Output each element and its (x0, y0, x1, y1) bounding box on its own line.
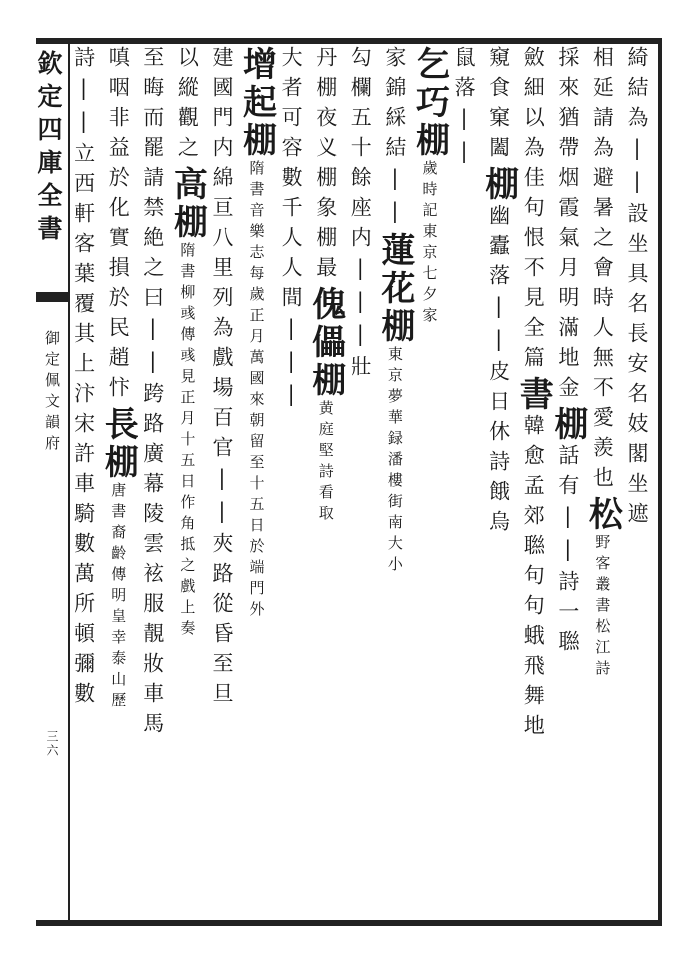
text-column (450, 46, 485, 916)
text-column (305, 46, 347, 916)
text-column (478, 46, 520, 916)
body-text: 鼠落|| (452, 46, 477, 172)
headword: 乞巧棚 (409, 46, 450, 160)
annotation-text: 隋書柳彧傳彧見正月十五日作角抵之戲上奏 (178, 242, 197, 641)
body-text: 勾欄五十餘座内|||壯 (348, 46, 373, 385)
body-text: 採來猶帶烟霞氣月明滿地金 (555, 46, 580, 406)
annotation-text: 歲時記東京七夕家 (420, 160, 439, 328)
body-text: 建國門内綿亘八里列為戲場百官||夾路從昏至旦 (209, 46, 234, 712)
text-column (278, 46, 313, 916)
body-text: 家錦綵結|| (382, 46, 407, 232)
text-column (513, 46, 555, 916)
headword: 松 (582, 496, 623, 534)
book-subtitle: 御定佩文韻府 (43, 330, 61, 456)
body-text: 嗔咽非益於化實損於民趙忭 (106, 46, 131, 406)
text-column (409, 46, 451, 916)
right-border-line (658, 38, 662, 926)
headword: 增起棚 (236, 46, 277, 160)
body-text: 至晦而罷 (140, 46, 165, 166)
annotation-text: 東京夢華録潘樓街南大小 (385, 346, 404, 577)
annotation-text: 唐書裔齡傳明皇幸泰山歷 (109, 482, 128, 713)
text-column (208, 46, 243, 916)
page-number: 三六 (45, 730, 59, 758)
headword: 蓮花棚 (374, 232, 415, 346)
body-text: 相延請為避暑之會時人無不愛羨也 (590, 46, 615, 496)
text-column (139, 46, 174, 916)
body-text: 斂細以為佳句恨不見全篇 (521, 46, 546, 376)
text-column (236, 46, 278, 916)
book-title: 欽定四庫全書 (34, 50, 63, 248)
headword: 高棚 (167, 166, 208, 242)
text-column (547, 46, 589, 916)
headword: 長棚 (98, 406, 139, 482)
body-text: 窺食窠闔 (486, 46, 511, 166)
body-text: 綺結為||設坐具名長安名妓閣坐遮 (625, 46, 649, 532)
headword: 書 (513, 376, 554, 414)
body-text: 話有||詩一聮 (555, 444, 580, 660)
body-text: 幽蠹落||皮日休詩餓烏 (486, 204, 511, 540)
text-column (374, 46, 416, 916)
text-column (98, 46, 140, 916)
bottom-border-line (36, 920, 662, 926)
body-text: 人間||| (279, 256, 304, 415)
body-text: 以縱觀之 (175, 46, 200, 166)
headword: 傀儡棚 (305, 286, 346, 400)
body-text: 請禁絶之曰||跨路廣幕陵雲袨服靚妝車馬 (140, 166, 165, 742)
annotation-text: 黄庭堅詩看取 (316, 400, 335, 526)
headword: 棚 (547, 406, 588, 444)
body-text: 汴宋許車騎數萬所頓彌數 (71, 382, 96, 712)
body-text: 大者可容數千人 (279, 46, 304, 256)
text-columns (70, 46, 658, 916)
annotation-text: 隋書音樂志每歲正月萬國來朝留至十五日於端門外 (247, 160, 266, 622)
top-border-line (36, 38, 662, 44)
headword: 棚 (478, 166, 519, 204)
body-text: 丹棚夜义棚象棚最 (313, 46, 338, 286)
annotation-text: 野客叢書松江詩 (593, 534, 612, 681)
body-text: 詩||立西軒客葉覆其上 (71, 46, 96, 382)
text-column (347, 46, 382, 916)
body-text: 韓愈孟郊聮句句蛾飛舞地 (521, 414, 546, 744)
text-column (167, 46, 209, 916)
text-column (623, 46, 658, 916)
text-column (582, 46, 624, 916)
text-column (70, 46, 105, 916)
